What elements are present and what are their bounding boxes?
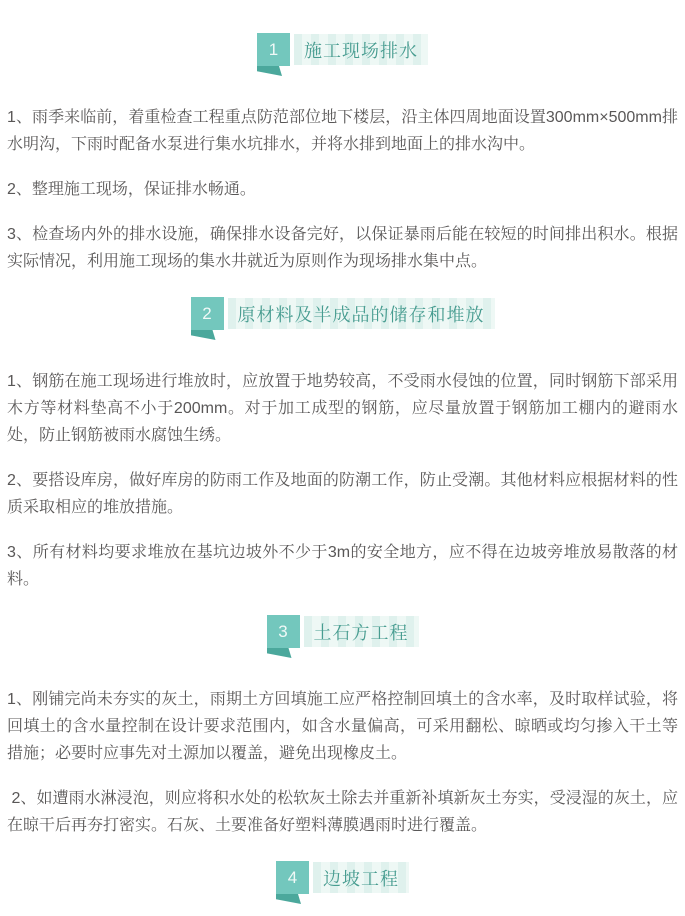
section-number-badge bbox=[267, 615, 300, 648]
section-title: 原材料及半成品的储存和堆放 bbox=[237, 304, 485, 325]
paragraph: 1、刚铺完尚未夯实的灰土，雨期土方回填施工应严格控制回填土的含水率，及时取样试验，将回填土的含水量控制在设计要求范围内，如含水量偏高，可采用翻松、晾晒或均匀掺入干土等措施；必要时应事先对土源加以覆盖，避免出现橡皮土。 bbox=[7, 691, 678, 762]
section-paragraphs bbox=[7, 686, 678, 839]
paragraph: 2、如遭雨水淋浸泡，则应将积水处的松软灰土除去并重新补填新灰土夯实，受浸湿的灰土，应在晾干后再夯打密实。石灰、土要准备好塑料薄膜遇雨时进行覆盖。 bbox=[7, 790, 678, 834]
sections-container bbox=[7, 33, 678, 894]
ribbon-fold-icon bbox=[276, 894, 301, 904]
section-number-badge bbox=[257, 33, 290, 66]
section-title: 土石方工程 bbox=[313, 622, 409, 643]
ribbon-fold-icon bbox=[267, 648, 292, 658]
section-paragraphs bbox=[7, 104, 678, 275]
section bbox=[7, 615, 678, 839]
section-title-strip bbox=[228, 298, 495, 329]
section-number: 4 bbox=[287, 867, 298, 887]
section bbox=[7, 297, 678, 593]
paragraph: 1、雨季来临前，着重检查工程重点防范部位地下楼层，沿主体四周地面设置300mm×500mm排水明沟，下雨时配备水泵进行集水坑排水，并将水排到地面上的排水沟中。 bbox=[7, 109, 678, 153]
section-number-badge bbox=[276, 861, 309, 894]
paragraph: 3、所有材料均要求堆放在基坑边坡外不少于3m的安全地方，应不得在边坡旁堆放易散落的材料。 bbox=[7, 544, 678, 588]
section-number: 1 bbox=[268, 39, 279, 59]
section-number-badge bbox=[191, 297, 224, 330]
section-header bbox=[7, 297, 678, 330]
ribbon-fold-icon bbox=[257, 66, 282, 76]
section-number: 2 bbox=[202, 303, 212, 323]
ribbon-fold-icon bbox=[191, 330, 216, 340]
section-paragraphs bbox=[7, 368, 678, 593]
section-number: 3 bbox=[278, 621, 288, 641]
section-header bbox=[7, 861, 678, 894]
section-title-strip bbox=[304, 616, 419, 647]
section-title: 边坡工程 bbox=[323, 868, 399, 889]
section bbox=[7, 861, 678, 894]
paragraph: 2、整理施工现场，保证排水畅通。 bbox=[7, 181, 256, 198]
section-header bbox=[7, 615, 678, 648]
section-title-strip bbox=[294, 34, 428, 65]
section-title-strip bbox=[313, 862, 409, 893]
paragraph: 1、钢筋在施工现场进行堆放时，应放置于地势较高，不受雨水侵蚀的位置，同时钢筋下部采用木方等材料垫高不小于200mm。对于加工成型的钢筋，应尽量放置于钢筋加工棚内的避雨水处，防止钢筋被雨水腐蚀生绣。 bbox=[7, 373, 678, 444]
section bbox=[7, 33, 678, 275]
paragraph: 2、要搭设库房，做好库房的防雨工作及地面的防潮工作，防止受潮。其他材料应根据材料的性质采取相应的堆放措施。 bbox=[7, 472, 678, 516]
section-title: 施工现场排水 bbox=[304, 40, 418, 61]
section-header bbox=[7, 33, 678, 66]
paragraph: 3、检查场内外的排水设施，确保排水设备完好，以保证暴雨后能在较短的时间排出积水。根据实际情况，利用施工现场的集水井就近为原则作为现场排水集中点。 bbox=[7, 226, 678, 270]
